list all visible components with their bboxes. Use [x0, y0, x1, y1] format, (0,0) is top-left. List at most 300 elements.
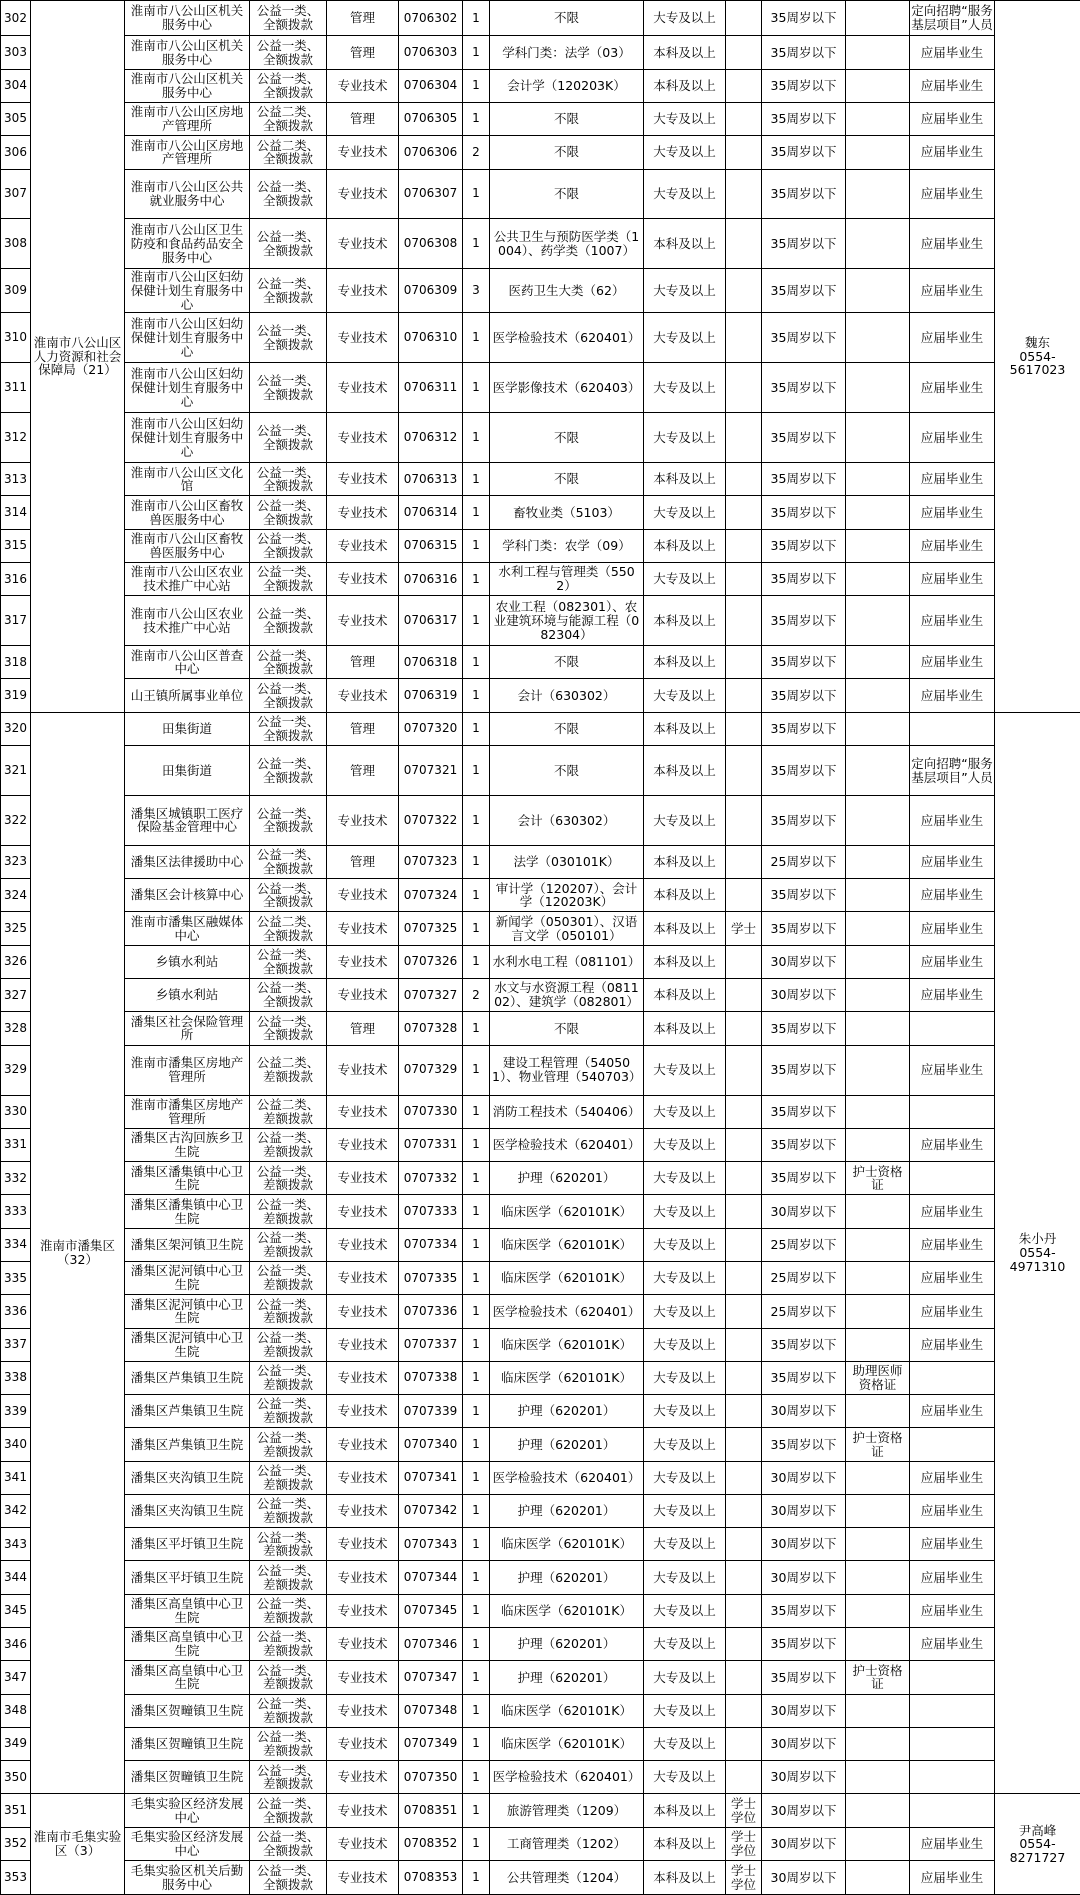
qualification-cell [846, 313, 910, 363]
seq-cell: 332 [1, 1162, 31, 1195]
unit-cell: 淮南市八公山区妇幼保健计划生育服务中心 [125, 413, 250, 463]
post-type-cell: 专业技术 [327, 1827, 399, 1860]
qualification-cell [846, 845, 910, 878]
funding-type-cell: 公益一类、差额拨款 [250, 1761, 327, 1794]
table-row [1, 746, 1080, 796]
post-code-cell: 0707341 [399, 1461, 463, 1494]
unit-cell: 淮南市八公山区机关服务中心 [125, 1, 250, 36]
age-cell: 30周岁以下 [762, 1727, 846, 1760]
post-code-cell: 0707346 [399, 1628, 463, 1661]
qualification-cell [846, 1012, 910, 1045]
unit-cell: 潘集区潘集镇中心卫生院 [125, 1162, 250, 1195]
unit-cell: 淮南市八公山区机关服务中心 [125, 69, 250, 102]
post-type-cell: 管理 [327, 746, 399, 796]
age-cell: 35周岁以下 [762, 136, 846, 169]
qualification-cell: 护士资格证 [846, 1428, 910, 1461]
degree-cell [726, 845, 762, 878]
post-type-cell: 专业技术 [327, 679, 399, 712]
table-row [1, 36, 1080, 69]
seq-cell: 348 [1, 1694, 31, 1727]
education-cell: 本科及以上 [644, 219, 726, 269]
notes-cell: 定向招聘“服务基层项目”人员 [910, 1, 995, 36]
count-cell: 1 [463, 1528, 490, 1561]
education-cell: 大专及以上 [644, 1228, 726, 1261]
count-cell: 1 [463, 1261, 490, 1294]
notes-cell: 应届毕业生 [910, 596, 995, 646]
degree-cell [726, 712, 762, 745]
qualification-cell [846, 269, 910, 313]
age-cell: 25周岁以下 [762, 845, 846, 878]
degree-cell [726, 69, 762, 102]
degree-cell [726, 1428, 762, 1461]
unit-cell: 潘集区夹沟镇卫生院 [125, 1461, 250, 1494]
post-type-cell: 专业技术 [327, 879, 399, 912]
table-row [1, 496, 1080, 529]
seq-cell: 313 [1, 463, 31, 496]
count-cell: 1 [463, 1162, 490, 1195]
count-cell: 1 [463, 496, 490, 529]
age-cell: 35周岁以下 [762, 1661, 846, 1694]
major-cell: 旅游管理类（1209） [490, 1794, 644, 1827]
qualification-cell: 护士资格证 [846, 1661, 910, 1694]
unit-cell: 淮南市八公山区房地产管理所 [125, 136, 250, 169]
post-code-cell: 0706305 [399, 102, 463, 135]
unit-cell: 潘集区古沟回族乡卫生院 [125, 1128, 250, 1161]
major-cell: 水文与水资源工程（081102）、建筑学（082801） [490, 979, 644, 1012]
table-row [1, 795, 1080, 845]
degree-cell: 学士 [726, 912, 762, 945]
notes-cell: 应届毕业生 [910, 1295, 995, 1328]
seq-cell: 309 [1, 269, 31, 313]
degree-cell [726, 1195, 762, 1228]
education-cell: 大专及以上 [644, 1428, 726, 1461]
post-type-cell: 专业技术 [327, 1428, 399, 1461]
funding-type-cell: 公益一类、差额拨款 [250, 1361, 327, 1394]
post-type-cell: 专业技术 [327, 219, 399, 269]
post-code-cell: 0707324 [399, 879, 463, 912]
post-code-cell: 0707345 [399, 1594, 463, 1627]
unit-cell: 潘集区高皇镇中心卫生院 [125, 1594, 250, 1627]
education-cell: 大专及以上 [644, 1461, 726, 1494]
unit-cell: 淮南市八公山区妇幼保健计划生育服务中心 [125, 269, 250, 313]
post-code-cell: 0707333 [399, 1195, 463, 1228]
post-code-cell: 0706316 [399, 562, 463, 595]
count-cell: 1 [463, 912, 490, 945]
seq-cell: 345 [1, 1594, 31, 1627]
table-row [1, 1494, 1080, 1527]
qualification-cell [846, 1528, 910, 1561]
count-cell: 1 [463, 1861, 490, 1895]
education-cell: 大专及以上 [644, 679, 726, 712]
major-cell: 临床医学（620101K） [490, 1261, 644, 1294]
count-cell: 1 [463, 879, 490, 912]
table-row [1, 313, 1080, 363]
qualification-cell [846, 1461, 910, 1494]
count-cell: 1 [463, 1045, 490, 1095]
table-row [1, 1628, 1080, 1661]
count-cell: 1 [463, 1494, 490, 1527]
age-cell: 35周岁以下 [762, 413, 846, 463]
post-code-cell: 0707344 [399, 1561, 463, 1594]
age-cell: 30周岁以下 [762, 1561, 846, 1594]
degree-cell [726, 219, 762, 269]
notes-cell: 应届毕业生 [910, 496, 995, 529]
post-code-cell: 0707322 [399, 795, 463, 845]
notes-cell: 应届毕业生 [910, 562, 995, 595]
count-cell: 1 [463, 795, 490, 845]
funding-type-cell: 公益二类、全额拨款 [250, 136, 327, 169]
degree-cell: 学士学位 [726, 1827, 762, 1860]
major-cell: 建设工程管理（540501）、物业管理（540703） [490, 1045, 644, 1095]
degree-cell [726, 1228, 762, 1261]
major-cell: 医学检验技术（620401） [490, 313, 644, 363]
age-cell: 30周岁以下 [762, 1395, 846, 1428]
count-cell: 1 [463, 1295, 490, 1328]
degree-cell [726, 596, 762, 646]
unit-cell: 潘集区高皇镇中心卫生院 [125, 1661, 250, 1694]
education-cell: 大专及以上 [644, 1045, 726, 1095]
major-cell: 护理（620201） [490, 1494, 644, 1527]
major-cell: 临床医学（620101K） [490, 1328, 644, 1361]
major-cell: 不限 [490, 712, 644, 745]
major-cell: 学科门类：农学（09） [490, 529, 644, 562]
post-code-cell: 0708352 [399, 1827, 463, 1860]
post-code-cell: 0706309 [399, 269, 463, 313]
unit-cell: 潘集区贺疃镇卫生院 [125, 1727, 250, 1760]
post-type-cell: 专业技术 [327, 529, 399, 562]
funding-type-cell: 公益一类、全额拨款 [250, 1827, 327, 1860]
funding-type-cell: 公益一类、全额拨款 [250, 879, 327, 912]
count-cell: 1 [463, 1361, 490, 1394]
seq-cell: 352 [1, 1827, 31, 1860]
count-cell: 1 [463, 1395, 490, 1428]
post-type-cell: 管理 [327, 845, 399, 878]
seq-cell: 302 [1, 1, 31, 36]
education-cell: 大专及以上 [644, 413, 726, 463]
education-cell: 本科及以上 [644, 36, 726, 69]
age-cell: 25周岁以下 [762, 1228, 846, 1261]
degree-cell [726, 879, 762, 912]
seq-cell: 324 [1, 879, 31, 912]
funding-type-cell: 公益一类、差额拨款 [250, 1328, 327, 1361]
education-cell: 大专及以上 [644, 1727, 726, 1760]
education-cell: 大专及以上 [644, 363, 726, 413]
notes-cell: 应届毕业生 [910, 102, 995, 135]
post-code-cell: 0707335 [399, 1261, 463, 1294]
qualification-cell [846, 1328, 910, 1361]
seq-cell: 334 [1, 1228, 31, 1261]
table-row [1, 413, 1080, 463]
post-code-cell: 0708351 [399, 1794, 463, 1827]
table-row [1, 1128, 1080, 1161]
funding-type-cell: 公益一类、差额拨款 [250, 1628, 327, 1661]
education-cell: 大专及以上 [644, 1395, 726, 1428]
post-type-cell: 专业技术 [327, 1594, 399, 1627]
age-cell: 35周岁以下 [762, 1328, 846, 1361]
notes-cell: 应届毕业生 [910, 313, 995, 363]
major-cell: 会计（630302） [490, 679, 644, 712]
education-cell: 本科及以上 [644, 1012, 726, 1045]
degree-cell [726, 1128, 762, 1161]
seq-cell: 353 [1, 1861, 31, 1895]
post-type-cell: 专业技术 [327, 1095, 399, 1128]
funding-type-cell: 公益一类、全额拨款 [250, 979, 327, 1012]
post-type-cell: 专业技术 [327, 413, 399, 463]
unit-cell: 淮南市八公山区文化馆 [125, 463, 250, 496]
qualification-cell [846, 102, 910, 135]
unit-cell: 淮南市八公山区妇幼保健计划生育服务中心 [125, 363, 250, 413]
major-cell: 农业工程（082301）、农业建筑环境与能源工程（082304） [490, 596, 644, 646]
post-type-cell: 专业技术 [327, 1045, 399, 1095]
seq-cell: 312 [1, 413, 31, 463]
seq-cell: 335 [1, 1261, 31, 1294]
seq-cell: 303 [1, 36, 31, 69]
post-code-cell: 0707325 [399, 912, 463, 945]
table-row [1, 1794, 1080, 1827]
notes-cell: 应届毕业生 [910, 1827, 995, 1860]
education-cell: 本科及以上 [644, 463, 726, 496]
degree-cell [726, 1694, 762, 1727]
funding-type-cell: 公益一类、全额拨款 [250, 746, 327, 796]
seq-cell: 338 [1, 1361, 31, 1394]
post-type-cell: 专业技术 [327, 169, 399, 219]
post-type-cell: 专业技术 [327, 1727, 399, 1760]
education-cell: 大专及以上 [644, 313, 726, 363]
post-type-cell: 专业技术 [327, 912, 399, 945]
qualification-cell [846, 1228, 910, 1261]
funding-type-cell: 公益一类、差额拨款 [250, 1461, 327, 1494]
seq-cell: 350 [1, 1761, 31, 1794]
post-type-cell: 管理 [327, 102, 399, 135]
age-cell: 35周岁以下 [762, 269, 846, 313]
age-cell: 35周岁以下 [762, 646, 846, 679]
qualification-cell [846, 979, 910, 1012]
notes-cell [910, 1361, 995, 1394]
funding-type-cell: 公益一类、差额拨款 [250, 1594, 327, 1627]
degree-cell [726, 679, 762, 712]
education-cell: 大专及以上 [644, 1162, 726, 1195]
qualification-cell [846, 879, 910, 912]
count-cell: 1 [463, 1195, 490, 1228]
unit-cell: 淮南市八公山区房地产管理所 [125, 102, 250, 135]
degree-cell [726, 562, 762, 595]
seq-cell: 343 [1, 1528, 31, 1561]
funding-type-cell: 公益一类、差额拨款 [250, 1162, 327, 1195]
post-code-cell: 0707331 [399, 1128, 463, 1161]
post-type-cell: 专业技术 [327, 979, 399, 1012]
major-cell: 会计学（120203K） [490, 69, 644, 102]
post-code-cell: 0706317 [399, 596, 463, 646]
funding-type-cell: 公益一类、差额拨款 [250, 1694, 327, 1727]
major-cell: 医学影像技术（620403） [490, 363, 644, 413]
notes-cell: 应届毕业生 [910, 529, 995, 562]
qualification-cell: 助理医师资格证 [846, 1361, 910, 1394]
funding-type-cell: 公益二类、差额拨款 [250, 1095, 327, 1128]
department-cell: 淮南市毛集实验区（3） [31, 1794, 125, 1895]
post-code-cell: 0706307 [399, 169, 463, 219]
age-cell: 35周岁以下 [762, 879, 846, 912]
major-cell: 临床医学（620101K） [490, 1727, 644, 1760]
unit-cell: 潘集区会计核算中心 [125, 879, 250, 912]
post-type-cell: 专业技术 [327, 313, 399, 363]
degree-cell [726, 1561, 762, 1594]
degree-cell [726, 945, 762, 978]
table-row [1, 102, 1080, 135]
funding-type-cell: 公益一类、全额拨款 [250, 562, 327, 595]
notes-cell: 应届毕业生 [910, 269, 995, 313]
post-type-cell: 专业技术 [327, 1361, 399, 1394]
table-row [1, 269, 1080, 313]
age-cell: 35周岁以下 [762, 169, 846, 219]
qualification-cell [846, 1195, 910, 1228]
unit-cell: 淮南市八公山区畜牧兽医服务中心 [125, 496, 250, 529]
unit-cell: 淮南市八公山区畜牧兽医服务中心 [125, 529, 250, 562]
unit-cell: 乡镇水利站 [125, 945, 250, 978]
unit-cell: 潘集区芦集镇卫生院 [125, 1395, 250, 1428]
table-row [1, 529, 1080, 562]
seq-cell: 311 [1, 363, 31, 413]
table-row [1, 1594, 1080, 1627]
seq-cell: 320 [1, 712, 31, 745]
funding-type-cell: 公益一类、差额拨款 [250, 1261, 327, 1294]
education-cell: 本科及以上 [644, 879, 726, 912]
education-cell: 本科及以上 [644, 529, 726, 562]
degree-cell [726, 313, 762, 363]
qualification-cell [846, 596, 910, 646]
age-cell: 30周岁以下 [762, 945, 846, 978]
post-code-cell: 0707320 [399, 712, 463, 745]
funding-type-cell: 公益一类、差额拨款 [250, 1195, 327, 1228]
notes-cell: 应届毕业生 [910, 1261, 995, 1294]
count-cell: 1 [463, 945, 490, 978]
department-cell: 淮南市潘集区（32） [31, 712, 125, 1794]
notes-cell: 应届毕业生 [910, 36, 995, 69]
post-type-cell: 专业技术 [327, 1228, 399, 1261]
notes-cell: 应届毕业生 [910, 1528, 995, 1561]
post-type-cell: 管理 [327, 36, 399, 69]
count-cell: 1 [463, 102, 490, 135]
notes-cell [910, 1727, 995, 1760]
major-cell: 护理（620201） [490, 1661, 644, 1694]
count-cell: 1 [463, 1328, 490, 1361]
age-cell: 35周岁以下 [762, 562, 846, 595]
funding-type-cell: 公益一类、全额拨款 [250, 646, 327, 679]
degree-cell [726, 1395, 762, 1428]
age-cell: 35周岁以下 [762, 1, 846, 36]
qualification-cell [846, 912, 910, 945]
major-cell: 医学检验技术（620401） [490, 1128, 644, 1161]
notes-cell: 应届毕业生 [910, 979, 995, 1012]
qualification-cell [846, 1045, 910, 1095]
age-cell: 35周岁以下 [762, 313, 846, 363]
post-type-cell: 专业技术 [327, 1328, 399, 1361]
major-cell: 医学检验技术（620401） [490, 1295, 644, 1328]
count-cell: 1 [463, 169, 490, 219]
major-cell: 临床医学（620101K） [490, 1594, 644, 1627]
table-row [1, 1, 1080, 36]
notes-cell: 应届毕业生 [910, 879, 995, 912]
table-row [1, 979, 1080, 1012]
post-type-cell: 专业技术 [327, 596, 399, 646]
count-cell: 1 [463, 1228, 490, 1261]
age-cell: 30周岁以下 [762, 1861, 846, 1895]
education-cell: 本科及以上 [644, 646, 726, 679]
table-row [1, 1861, 1080, 1895]
notes-cell: 应届毕业生 [910, 1395, 995, 1428]
major-cell: 临床医学（620101K） [490, 1195, 644, 1228]
funding-type-cell: 公益一类、差额拨款 [250, 1561, 327, 1594]
funding-type-cell: 公益二类、全额拨款 [250, 912, 327, 945]
age-cell: 35周岁以下 [762, 496, 846, 529]
unit-cell: 潘集区平圩镇卫生院 [125, 1528, 250, 1561]
degree-cell [726, 169, 762, 219]
age-cell: 35周岁以下 [762, 363, 846, 413]
department-cell: 淮南市八公山区人力资源和社会保障局（21） [31, 1, 125, 713]
post-type-cell: 专业技术 [327, 136, 399, 169]
unit-cell: 潘集区潘集镇中心卫生院 [125, 1195, 250, 1228]
post-type-cell: 专业技术 [327, 1261, 399, 1294]
count-cell: 1 [463, 1128, 490, 1161]
seq-cell: 327 [1, 979, 31, 1012]
table-row [1, 1461, 1080, 1494]
post-code-cell: 0706319 [399, 679, 463, 712]
seq-cell: 336 [1, 1295, 31, 1328]
post-type-cell: 专业技术 [327, 69, 399, 102]
contact-cell: 朱小丹 0554- 4971310 [995, 712, 1080, 1794]
post-code-cell: 0706308 [399, 219, 463, 269]
unit-cell: 潘集区高皇镇中心卫生院 [125, 1628, 250, 1661]
education-cell: 大专及以上 [644, 1261, 726, 1294]
unit-cell: 潘集区泥河镇中心卫生院 [125, 1261, 250, 1294]
funding-type-cell: 公益一类、差额拨款 [250, 1727, 327, 1760]
unit-cell: 田集街道 [125, 746, 250, 796]
major-cell: 学科门类：法学（03） [490, 36, 644, 69]
table-row [1, 562, 1080, 595]
education-cell: 本科及以上 [644, 746, 726, 796]
funding-type-cell: 公益一类、全额拨款 [250, 845, 327, 878]
major-cell: 水利水电工程（081101） [490, 945, 644, 978]
notes-cell [910, 1095, 995, 1128]
count-cell: 1 [463, 1428, 490, 1461]
post-type-cell: 管理 [327, 1, 399, 36]
table-row [1, 1395, 1080, 1428]
major-cell: 不限 [490, 646, 644, 679]
age-cell: 35周岁以下 [762, 219, 846, 269]
notes-cell: 应届毕业生 [910, 1461, 995, 1494]
table-row [1, 945, 1080, 978]
seq-cell: 321 [1, 746, 31, 796]
funding-type-cell: 公益一类、差额拨款 [250, 1494, 327, 1527]
post-type-cell: 专业技术 [327, 562, 399, 595]
table-row [1, 219, 1080, 269]
education-cell: 大专及以上 [644, 1528, 726, 1561]
qualification-cell [846, 69, 910, 102]
qualification-cell [846, 1827, 910, 1860]
unit-cell: 潘集区泥河镇中心卫生院 [125, 1295, 250, 1328]
age-cell: 35周岁以下 [762, 1628, 846, 1661]
notes-cell [910, 1761, 995, 1794]
degree-cell [726, 1261, 762, 1294]
notes-cell [910, 1428, 995, 1461]
count-cell: 1 [463, 596, 490, 646]
funding-type-cell: 公益一类、全额拨款 [250, 596, 327, 646]
major-cell: 护理（620201） [490, 1162, 644, 1195]
qualification-cell [846, 712, 910, 745]
post-code-cell: 0707328 [399, 1012, 463, 1045]
education-cell: 大专及以上 [644, 1561, 726, 1594]
post-code-cell: 0707347 [399, 1661, 463, 1694]
post-code-cell: 0707326 [399, 945, 463, 978]
